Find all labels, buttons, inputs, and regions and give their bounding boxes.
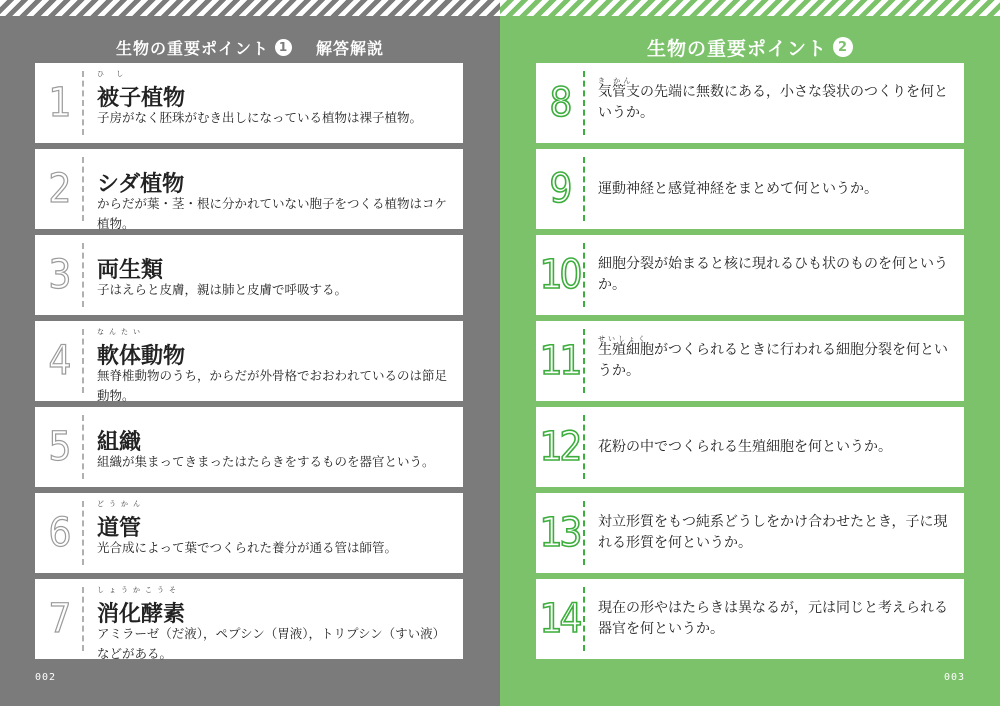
card-number: 11 xyxy=(539,338,580,384)
page-number: 002 xyxy=(35,672,57,683)
card-number: 12 xyxy=(539,424,580,470)
card-number: 14 xyxy=(539,596,580,642)
answer-term: 道管 xyxy=(97,516,142,541)
answer-card-list xyxy=(35,63,463,665)
dashed-divider xyxy=(82,71,84,135)
question-ruby: き かん xyxy=(598,77,634,85)
answer-term: 両生類 xyxy=(97,258,164,283)
answer-card xyxy=(35,321,463,401)
title-text: 生物の重要ポイント xyxy=(646,37,827,60)
question-text: 対立形質をもつ純系どうしをかけ合わせたとき，子に現れる形質を何というか。 xyxy=(598,514,948,551)
question-text: 花粉の中でつくられる生殖細胞を何というか。 xyxy=(598,438,892,455)
dashed-divider xyxy=(583,243,585,307)
card-number: 13 xyxy=(539,510,580,556)
dashed-divider xyxy=(583,157,585,221)
dashed-divider xyxy=(583,329,585,393)
answer-term: 被子植物 xyxy=(97,86,186,111)
card-number: 4 xyxy=(48,338,69,384)
term-ruby: なんたい xyxy=(97,328,145,336)
page-number: 003 xyxy=(943,672,965,683)
question-card xyxy=(536,149,964,229)
answer-explanation: 無脊椎動物のうち，からだが外骨格でおおわれているのは節足動物。 xyxy=(97,368,448,403)
answer-card xyxy=(35,235,463,315)
question-text: 気管支の先端に無数にある，小さな袋状のつくりを何というか。 xyxy=(598,84,948,121)
question-card xyxy=(536,235,964,315)
right-page xyxy=(500,0,1000,706)
answer-card xyxy=(35,407,463,487)
term-ruby: しょうかこうそ xyxy=(97,586,181,594)
answer-explanation: 子はえらと皮膚，親は肺と皮膚で呼吸する。 xyxy=(97,282,348,297)
dashed-divider xyxy=(82,157,84,221)
question-card xyxy=(536,579,964,659)
dashed-divider xyxy=(82,415,84,479)
answer-explanation: 組織が集まってきまったはたらきをするものを器官という。 xyxy=(97,454,435,469)
dashed-divider xyxy=(583,501,585,565)
term-ruby: どうかん xyxy=(97,500,145,508)
answer-explanation: からだが葉・茎・根に分かれていない胞子をつくる植物はコケ植物。 xyxy=(97,196,448,231)
dashed-divider xyxy=(82,243,84,307)
card-number: 6 xyxy=(48,510,69,556)
card-number: 10 xyxy=(539,252,580,298)
answer-explanation: 光合成によって葉でつくられた養分が通る管は師管。 xyxy=(97,540,398,555)
title-text: 生物の重要ポイント xyxy=(115,38,269,58)
card-number: 7 xyxy=(48,596,69,642)
card-number: 3 xyxy=(48,252,69,298)
card-number: 2 xyxy=(48,166,69,212)
title-number-badge: 2 xyxy=(833,37,853,57)
question-card-list xyxy=(536,63,964,665)
title-number-badge: 1 xyxy=(275,39,292,56)
top-stripes xyxy=(0,0,500,16)
question-text: 現在の形やはたらきは異なるが，元は同じと考えられる器官を何というか。 xyxy=(598,600,948,637)
answer-explanation: アミラーゼ（だ液），ペプシン（胃液），トリプシン（すい液）などがある。 xyxy=(97,626,446,661)
page-title xyxy=(0,33,500,61)
card-number: 9 xyxy=(549,166,570,212)
question-card xyxy=(536,321,964,401)
answer-card xyxy=(35,149,463,229)
card-number: 1 xyxy=(48,80,69,126)
question-text: 生殖細胞がつくられるときに行われる細胞分裂を何というか。 xyxy=(598,342,948,379)
question-text: 運動神経と感覚神経をまとめて何というか。 xyxy=(598,180,878,197)
dashed-divider xyxy=(583,71,585,135)
question-card xyxy=(536,407,964,487)
dashed-divider xyxy=(82,501,84,565)
page-title xyxy=(500,33,1000,61)
answer-term: 軟体動物 xyxy=(97,344,186,369)
question-text: 細胞分裂が始まると核に現れるひも状のものを何というか。 xyxy=(598,256,948,293)
top-stripes xyxy=(500,0,1000,16)
answer-card xyxy=(35,579,463,659)
card-number: 5 xyxy=(48,424,69,470)
question-card xyxy=(536,493,964,573)
term-ruby: ひ し xyxy=(97,70,129,78)
answer-card xyxy=(35,493,463,573)
answer-term: 組織 xyxy=(97,430,142,455)
answer-term: 消化酵素 xyxy=(97,602,186,627)
card-number: 8 xyxy=(549,80,570,126)
answer-term: シダ植物 xyxy=(97,172,185,197)
dashed-divider xyxy=(82,329,84,393)
dashed-divider xyxy=(82,587,84,651)
question-card xyxy=(536,63,964,143)
answer-explanation: 子房がなく胚珠がむき出しになっている植物は裸子植物。 xyxy=(97,110,423,125)
answer-card xyxy=(35,63,463,143)
dashed-divider xyxy=(583,587,585,651)
dashed-divider xyxy=(583,415,585,479)
question-ruby: せいしょく xyxy=(598,335,648,343)
title-subtitle: 解答解説 xyxy=(316,38,385,58)
